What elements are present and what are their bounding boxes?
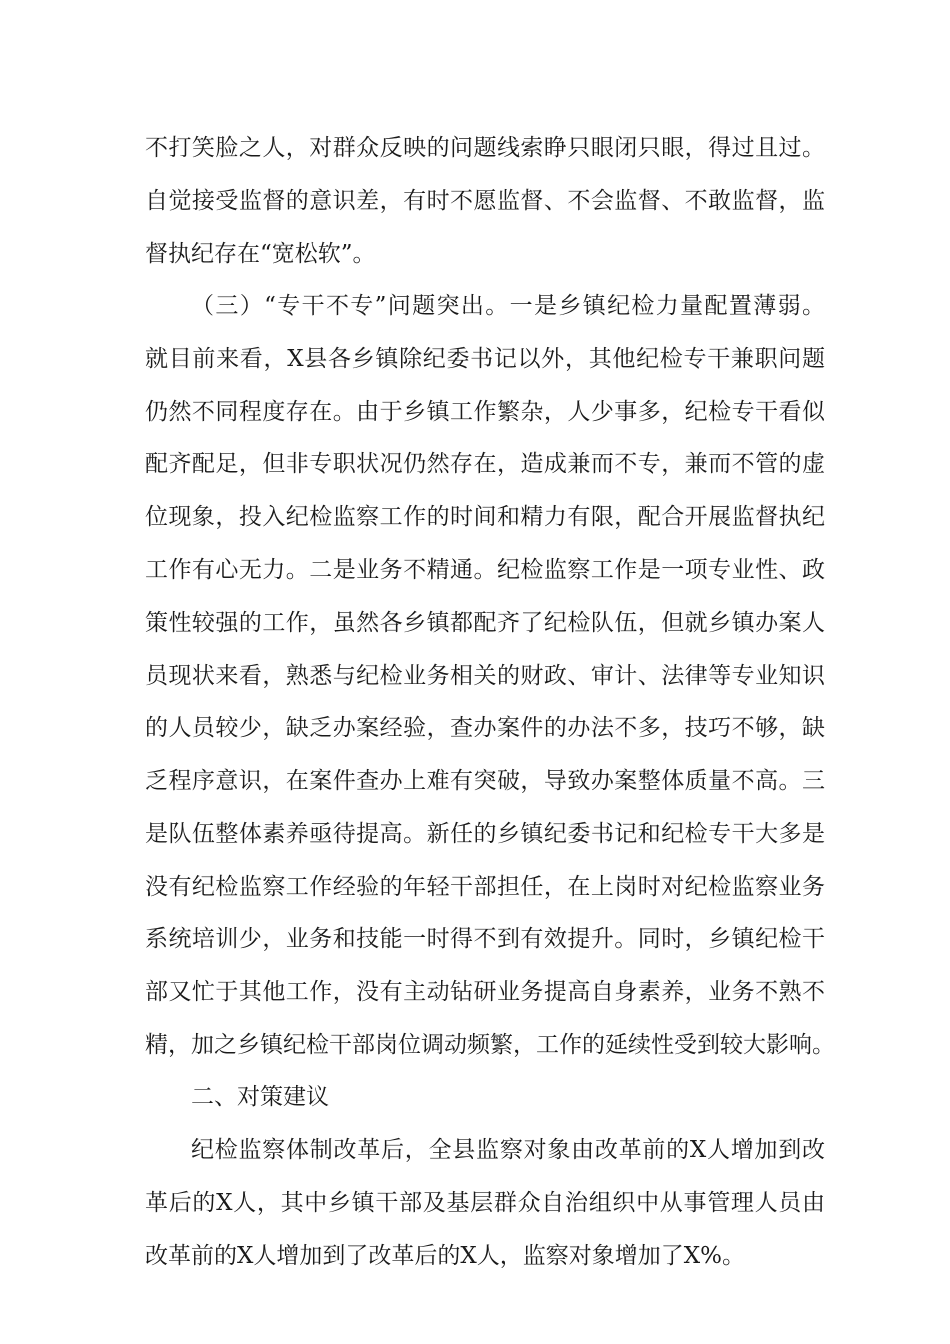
section-heading-3: （三）“专干不专”问题突出。一是乡镇纪检力量配置薄弱。 xyxy=(191,293,825,319)
text-line-17: 部又忙于其他工作，没有主动钻研业务提高自身素养，业务不熟不 xyxy=(145,979,825,1005)
text-line-11: 员现状来看，熟悉与纪检业务相关的财政、审计、法律等专业知识 xyxy=(145,663,825,689)
text-line-20: 纪检监察体制改革后，全县监察对象由改革前的X人增加到改 xyxy=(191,1137,825,1163)
text-line-10: 策性较强的工作，虽然各乡镇都配齐了纪检队伍，但就乡镇办案人 xyxy=(145,610,825,636)
section-heading-2: 二、对策建议 xyxy=(191,1084,329,1110)
text-line-13: 乏程序意识，在案件查办上难有突破，导致办案整体质量不高。三 xyxy=(145,768,825,794)
text-line-8: 位现象，投入纪检监察工作的时间和精力有限，配合开展监督执纪 xyxy=(145,504,825,530)
text-line-2: 自觉接受监督的意识差，有时不愿监督、不会监督、不敢监督，监 xyxy=(145,188,825,214)
text-line-1: 不打笑脸之人，对群众反映的问题线索睁只眼闭只眼，得过且过。 xyxy=(145,135,825,161)
text-line-5: 就目前来看，X县各乡镇除纪委书记以外，其他纪检专干兼职问题 xyxy=(145,346,825,372)
text-line-12: 的人员较少，缺乏办案经验，查办案件的办法不多，技巧不够，缺 xyxy=(145,715,825,741)
text-line-3: 督执纪存在“宽松软”。 xyxy=(145,241,376,267)
text-line-22: 改革前的X人增加到了改革后的X人，监察对象增加了X%。 xyxy=(145,1243,745,1269)
text-line-9: 工作有心无力。二是业务不精通。纪检监察工作是一项专业性、政 xyxy=(145,557,825,583)
text-line-6: 仍然不同程度存在。由于乡镇工作繁杂，人少事多，纪检专干看似 xyxy=(145,399,825,425)
text-line-21: 革后的X人，其中乡镇干部及基层群众自治组织中从事管理人员由 xyxy=(145,1190,825,1216)
text-line-14: 是队伍整体素养亟待提高。新任的乡镇纪委书记和纪检专干大多是 xyxy=(145,821,825,847)
text-line-18: 精，加之乡镇纪检干部岗位调动频繁，工作的延续性受到较大影响。 xyxy=(145,1032,835,1058)
text-line-16: 系统培训少，业务和技能一时得不到有效提升。同时，乡镇纪检干 xyxy=(145,926,825,952)
text-line-7: 配齐配足，但非专职状况仍然存在，造成兼而不专，兼而不管的虚 xyxy=(145,451,825,477)
text-line-15: 没有纪检监察工作经验的年轻干部担任，在上岗时对纪检监察业务 xyxy=(145,874,825,900)
